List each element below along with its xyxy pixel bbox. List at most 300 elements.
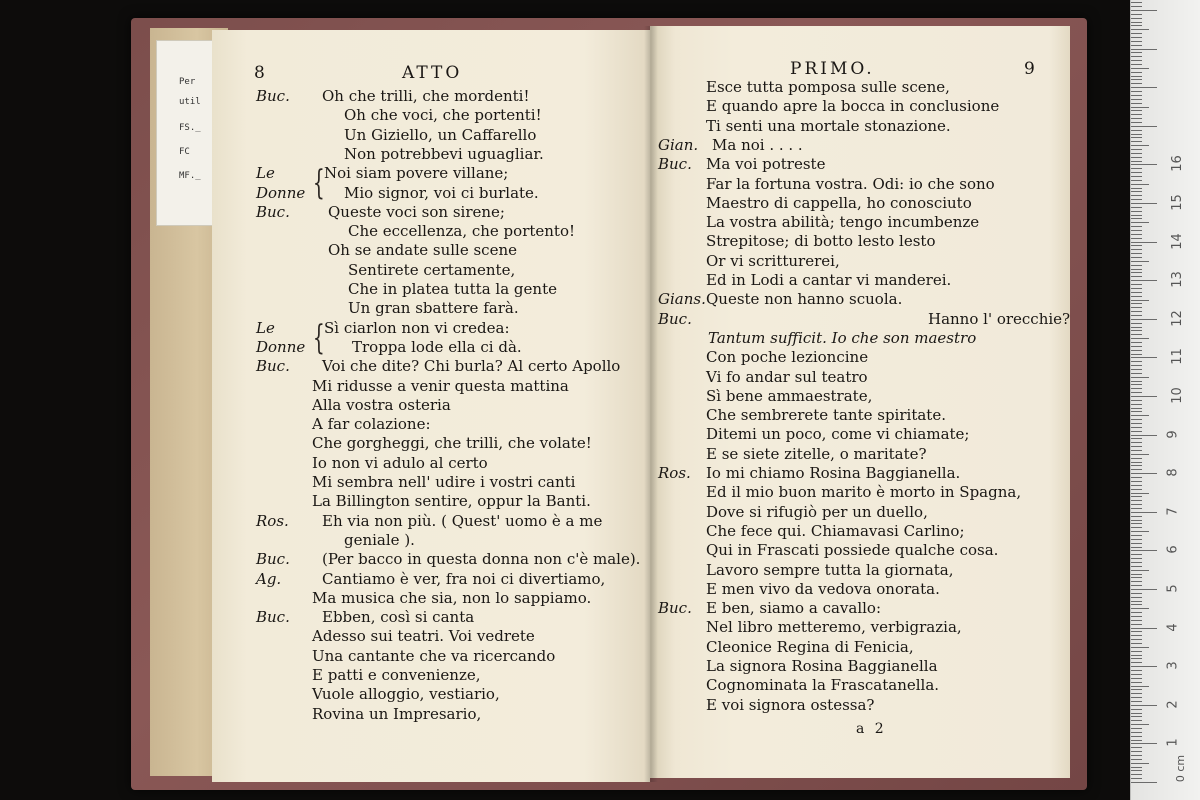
- ruler-tick: [1131, 118, 1142, 119]
- ruler-tick: [1131, 242, 1157, 243]
- ruler-tick: [1131, 365, 1142, 366]
- ruler-tick: [1131, 257, 1142, 258]
- ruler-tick: [1131, 678, 1142, 679]
- speaker-label: Buc.: [658, 155, 692, 174]
- card-line: Per: [179, 77, 196, 87]
- verse-line: La Billington sentire, oppur la Banti.: [312, 492, 591, 511]
- ruler-tick: [1131, 728, 1142, 729]
- ruler-tick: [1131, 485, 1142, 486]
- ruler-tick: [1131, 172, 1142, 173]
- verse-line: Con poche lezioncine: [706, 348, 869, 367]
- ruler-tick: [1131, 543, 1142, 544]
- verse-line: Noi siam povere villane;: [324, 164, 509, 183]
- ruler-tick: [1131, 10, 1157, 11]
- ruler-tick: [1131, 14, 1142, 15]
- verse-line: Queste voci son sirene;: [328, 202, 505, 221]
- ruler-tick: [1131, 628, 1157, 629]
- ruler-tick: [1131, 558, 1142, 559]
- ruler-tick: [1131, 666, 1157, 667]
- verse-line: Ed in Lodi a cantar vi manderei.: [706, 271, 952, 289]
- verse-line: Un Giziello, un Caffarello: [344, 125, 537, 144]
- ruler-tick: [1131, 2, 1142, 3]
- ruler-tick: [1131, 462, 1142, 463]
- verse-line: Che fece qui. Chiamavasi Carlino;: [706, 521, 965, 540]
- ruler-tick: [1131, 184, 1149, 185]
- ruler-tick: [1131, 52, 1142, 53]
- speaker-label: Gian.: [658, 135, 699, 154]
- ruler-tick: [1131, 724, 1149, 725]
- ruler-tick: [1131, 697, 1142, 698]
- ruler-tick: [1131, 554, 1142, 555]
- speaker-label: Buc.: [256, 550, 290, 569]
- ruler-tick: [1131, 215, 1142, 216]
- page-number-right: 9: [1024, 59, 1035, 79]
- verse-line: Ti senti una mortale stonazione.: [706, 116, 951, 135]
- ruler-tick: [1131, 577, 1142, 578]
- ruler-tick: [1131, 300, 1149, 301]
- ruler-tick: [1131, 442, 1142, 443]
- ruler-tick: [1131, 346, 1142, 347]
- ruler-tick: [1131, 759, 1142, 760]
- speaker-label: Buc.: [256, 87, 290, 105]
- ruler-tick: [1131, 114, 1142, 115]
- ruler-tick: [1131, 377, 1149, 378]
- speaker-label: Buc.: [256, 357, 290, 376]
- ruler-tick: [1131, 176, 1142, 177]
- ruler-tick: [1131, 658, 1142, 659]
- ruler-tick: [1131, 469, 1142, 470]
- ruler-tick: [1131, 203, 1157, 204]
- verse-line: Che sembrerete tante spiritate.: [706, 406, 946, 425]
- ruler-tick: [1131, 523, 1142, 524]
- ruler-tick: [1131, 713, 1142, 714]
- verse-line: Vuole alloggio, vestiario,: [312, 685, 500, 704]
- ruler-tick: [1131, 253, 1142, 254]
- verse-line: Troppa lode ella ci dà.: [352, 337, 522, 356]
- ruler-tick: [1131, 431, 1142, 432]
- ruler-tick: [1131, 87, 1157, 88]
- ruler-tick: [1131, 168, 1142, 169]
- ruler-tick: [1131, 693, 1142, 694]
- ruler-tick: [1131, 465, 1142, 466]
- verse-line: A far colazione:: [312, 415, 431, 434]
- ruler-tick: [1131, 604, 1142, 605]
- ruler-tick: [1131, 126, 1157, 127]
- ruler-tick: [1131, 350, 1142, 351]
- ruler-tick: [1131, 489, 1142, 490]
- verse-line: (Per bacco in questa donna non c'è male).: [322, 550, 641, 569]
- ruler-tick: [1131, 624, 1142, 625]
- ruler-tick: [1131, 323, 1142, 324]
- ruler-number: 3: [1165, 661, 1181, 670]
- speaker-label: Ros.: [658, 464, 691, 482]
- ruler-tick: [1131, 369, 1142, 370]
- ruler-tick: [1131, 60, 1142, 61]
- ruler-tick: [1131, 330, 1142, 331]
- ruler-tick: [1131, 249, 1142, 250]
- ruler-tick: [1131, 547, 1142, 548]
- verse-line: Queste non hanno scuola.: [706, 290, 903, 309]
- verse-line: geniale ).: [344, 530, 415, 549]
- ruler-tick: [1131, 608, 1149, 609]
- ruler-tick: [1131, 404, 1142, 405]
- ruler-number: 15: [1169, 194, 1185, 211]
- ruler-tick: [1131, 635, 1142, 636]
- ruler-tick: [1131, 238, 1142, 239]
- ruler-tick: [1131, 161, 1142, 162]
- verse-line: Hanno l' orecchie?: [928, 309, 1071, 328]
- ruler-tick: [1131, 303, 1142, 304]
- ruler-tick: [1131, 141, 1142, 142]
- ruler-tick: [1131, 29, 1149, 30]
- verse-line: Or vi scritturerei,: [706, 251, 840, 270]
- ruler-tick: [1131, 211, 1142, 212]
- verse-line: Qui in Frascati possiede qualche cosa.: [706, 541, 999, 560]
- left-page: [212, 30, 650, 782]
- verse-line: Non potrebbevi uguagliar.: [344, 144, 544, 163]
- ruler-number: 13: [1169, 271, 1185, 288]
- ruler-tick: [1131, 574, 1142, 575]
- ruler-tick: [1131, 292, 1142, 293]
- ruler-tick: [1131, 272, 1142, 273]
- ruler-tick: [1131, 670, 1142, 671]
- verse-line: Che gorgheggi, che trilli, che volate!: [312, 434, 592, 453]
- ruler-tick: [1131, 473, 1157, 474]
- verse-line: Adesso sui teatri. Voi vedrete: [312, 627, 535, 646]
- page-number-left: 8: [254, 63, 265, 83]
- ruler-tick: [1131, 342, 1142, 343]
- ruler-tick: [1131, 763, 1149, 764]
- speaker-label: Buc.: [658, 599, 692, 618]
- ruler-number: 10: [1169, 387, 1185, 404]
- verse-line: Dove si rifugiò per un duello,: [706, 502, 928, 521]
- ruler-tick: [1131, 199, 1142, 200]
- ruler-tick: [1131, 778, 1142, 779]
- ruler-tick: [1131, 516, 1142, 517]
- ruler-tick: [1131, 68, 1149, 69]
- ruler-number: 8: [1165, 468, 1181, 477]
- speaker-brace: {: [312, 318, 325, 358]
- ruler-tick: [1131, 76, 1142, 77]
- signature-mark: a 2: [856, 721, 887, 737]
- ruler-tick: [1131, 419, 1142, 420]
- ruler-tick: [1131, 83, 1142, 84]
- ruler-number: 7: [1165, 507, 1181, 516]
- book-gutter: [644, 26, 658, 782]
- ruler-tick: [1131, 770, 1142, 771]
- ruler-tick: [1131, 701, 1142, 702]
- ruler-tick: [1131, 72, 1142, 73]
- ruler-tick: [1131, 647, 1149, 648]
- ruler-tick: [1131, 782, 1157, 783]
- ruler-tick: [1131, 581, 1142, 582]
- ruler-tick: [1131, 110, 1142, 111]
- verse-block-right: [650, 26, 1070, 778]
- ruler-tick: [1131, 508, 1142, 509]
- verse-line: Eh via non più. ( Quest' uomo è a me: [322, 511, 603, 530]
- verse-line: Nel libro metteremo, verbigrazia,: [706, 618, 962, 637]
- ruler-number: 14: [1169, 232, 1185, 250]
- ruler-tick: [1131, 207, 1142, 208]
- ruler-tick: [1131, 458, 1142, 459]
- ruler-number: 6: [1165, 545, 1181, 555]
- ruler-tick: [1131, 307, 1142, 308]
- ruler-tick: [1131, 222, 1149, 223]
- ruler-tick: [1131, 655, 1142, 656]
- ruler-tick: [1131, 315, 1142, 316]
- ruler-tick: [1131, 388, 1142, 389]
- ruler-tick: [1131, 504, 1142, 505]
- speaker-label: Donne: [256, 337, 306, 356]
- ruler-tick: [1131, 269, 1142, 270]
- ruler-tick: [1131, 157, 1142, 158]
- ruler-tick: [1131, 616, 1142, 617]
- ruler-number: 5: [1165, 584, 1181, 593]
- ruler-tick: [1131, 245, 1142, 246]
- measuring-ruler: [1130, 0, 1200, 800]
- ruler-tick: [1131, 99, 1142, 100]
- ruler-tick: [1131, 720, 1142, 721]
- speaker-brace: {: [312, 163, 325, 203]
- card-line: FS._: [179, 123, 201, 133]
- verse-line: Mio signor, voi ci burlate.: [344, 183, 539, 202]
- ruler-tick: [1131, 103, 1142, 104]
- ruler-tick: [1131, 612, 1142, 613]
- ruler-tick: [1131, 319, 1157, 320]
- ruler-tick: [1131, 145, 1149, 146]
- ruler-tick: [1131, 601, 1142, 602]
- ruler-tick: [1131, 736, 1142, 737]
- ruler-tick: [1131, 496, 1142, 497]
- ruler-tick: [1131, 91, 1142, 92]
- verse-line: E voi signora ostessa?: [706, 695, 875, 714]
- ruler-tick: [1131, 234, 1142, 235]
- ruler-tick: [1131, 427, 1142, 428]
- ruler-tick: [1131, 373, 1142, 374]
- ruler-tick: [1131, 631, 1142, 632]
- verse-line: Oh che voci, che portenti!: [344, 106, 542, 125]
- right-page: [650, 26, 1070, 778]
- ruler-tick: [1131, 450, 1142, 451]
- ruler-tick: [1131, 686, 1149, 687]
- ruler-tick: [1131, 593, 1142, 594]
- speaker-label: Buc.: [658, 309, 692, 328]
- ruler-tick: [1131, 153, 1142, 154]
- ruler-tick: [1131, 95, 1142, 96]
- ruler-tick: [1131, 562, 1142, 563]
- ruler-tick: [1131, 716, 1142, 717]
- verse-line: E ben, siamo a cavallo:: [706, 599, 882, 618]
- verse-line: E men vivo da vedova onorata.: [706, 579, 940, 598]
- ruler-tick: [1131, 357, 1157, 358]
- ruler-tick: [1131, 674, 1142, 675]
- ruler-tick: [1131, 64, 1142, 65]
- verse-line: Ma voi potreste: [706, 155, 826, 174]
- speaker-label: Buc.: [256, 608, 290, 627]
- ruler-tick: [1131, 22, 1142, 23]
- verse-line: Mi ridusse a venir questa mattina: [312, 376, 569, 395]
- verse-line: Alla vostra osteria: [312, 395, 451, 414]
- verse-line: Sentirete certamente,: [348, 260, 516, 279]
- ruler-tick: [1131, 651, 1142, 652]
- speaker-label: Donne: [256, 183, 306, 202]
- ruler-tick: [1131, 338, 1149, 339]
- ruler-tick: [1131, 276, 1142, 277]
- verse-line: Sì ciarlon non vi credea:: [324, 318, 510, 337]
- ruler-tick: [1131, 500, 1142, 501]
- ruler-tick: [1131, 6, 1142, 7]
- ruler-tick: [1131, 566, 1142, 567]
- verse-line: Ed il mio buon marito è morto in Spagna,: [706, 483, 1022, 502]
- ruler-number: 16: [1169, 155, 1185, 173]
- ruler-tick: [1131, 361, 1142, 362]
- verse-line: Cleonice Regina di Fenicia,: [706, 637, 914, 656]
- verse-line: Che eccellenza, che portento!: [348, 222, 576, 241]
- verse-line: Che in platea tutta la gente: [348, 280, 557, 298]
- ruler-tick: [1131, 423, 1142, 424]
- ruler-tick: [1131, 41, 1142, 42]
- ruler-tick: [1131, 18, 1142, 19]
- ruler-tick: [1131, 751, 1142, 752]
- ruler-tick: [1131, 280, 1157, 281]
- ruler-tick: [1131, 25, 1142, 26]
- ruler-tick: [1131, 454, 1149, 455]
- ruler-tick: [1131, 381, 1142, 382]
- ruler-tick: [1131, 392, 1142, 393]
- ruler-tick: [1131, 354, 1142, 355]
- ruler-tick: [1131, 535, 1142, 536]
- ruler-tick: [1131, 527, 1142, 528]
- verse-line: Ditemi un poco, come vi chiamate;: [706, 425, 970, 444]
- verse-line: Tantum sufficit. Io che son maestro: [708, 328, 977, 347]
- ruler-tick: [1131, 539, 1142, 540]
- ruler-tick: [1131, 643, 1142, 644]
- verse-line: Maestro di cappella, ho conosciuto: [706, 193, 972, 212]
- ruler-tick: [1131, 767, 1142, 768]
- verse-line: Esce tutta pomposa sulle scene,: [706, 78, 950, 96]
- ruler-tick: [1131, 122, 1142, 123]
- verse-line: Sì bene ammaestrate,: [706, 386, 873, 405]
- ruler-number: 11: [1169, 348, 1185, 366]
- ruler-tick: [1131, 327, 1142, 328]
- verse-line: Strepitose; di botto lesto lesto: [706, 232, 936, 251]
- speaker-label: Ros.: [256, 511, 289, 530]
- running-header-right: PRIMO.: [790, 59, 875, 79]
- ruler-tick: [1131, 334, 1142, 335]
- ruler-tick: [1131, 107, 1149, 108]
- verse-line: Mi sembra nell' udire i vostri canti: [312, 473, 576, 491]
- ruler-tick: [1131, 740, 1142, 741]
- ruler-tick: [1131, 662, 1142, 663]
- ruler-tick: [1131, 755, 1142, 756]
- verse-line: Ma musica che sia, non lo sappiamo.: [312, 588, 592, 607]
- ruler-tick: [1131, 191, 1142, 192]
- speaker-label: Le: [256, 318, 275, 337]
- ruler-tick: [1131, 33, 1142, 34]
- verse-line: Ma noi . . . .: [712, 135, 803, 154]
- running-header-left: ATTO: [402, 63, 463, 83]
- ruler-tick: [1131, 774, 1142, 775]
- verse-line: Cantiamo è ver, fra noi ci divertiamo,: [322, 569, 606, 588]
- ruler-tick: [1131, 164, 1157, 165]
- ruler-tick: [1131, 188, 1142, 189]
- ruler-tick: [1131, 620, 1142, 621]
- ruler-tick: [1131, 284, 1142, 285]
- ruler-tick: [1131, 37, 1142, 38]
- ruler-number: 4: [1165, 622, 1181, 632]
- verse-line: E patti e convenienze,: [312, 666, 481, 684]
- ruler-tick: [1131, 705, 1157, 706]
- card-line: util: [179, 97, 201, 107]
- ruler-tick: [1131, 149, 1142, 150]
- ruler-tick: [1131, 639, 1142, 640]
- ruler-tick: [1131, 520, 1142, 521]
- ruler-tick: [1131, 226, 1142, 227]
- ruler-tick: [1131, 261, 1149, 262]
- card-line: FC: [179, 147, 190, 157]
- ruler-tick: [1131, 589, 1157, 590]
- ruler-tick: [1131, 288, 1142, 289]
- ruler-tick: [1131, 689, 1142, 690]
- ruler-tick: [1131, 512, 1157, 513]
- ruler-tick: [1131, 195, 1142, 196]
- ruler-tick: [1131, 45, 1142, 46]
- ruler-tick: [1131, 130, 1142, 131]
- ruler-tick: [1131, 438, 1142, 439]
- ruler-tick: [1131, 570, 1149, 571]
- verse-line: Una cantante che va ricercando: [312, 646, 556, 665]
- verse-line: Voi che dite? Chi burla? Al certo Apollo: [322, 357, 621, 376]
- ruler-tick: [1131, 709, 1142, 710]
- card-line: MF._: [179, 171, 201, 181]
- speaker-label: Le: [256, 164, 275, 183]
- ruler-tick: [1131, 384, 1142, 385]
- verse-line: Io mi chiamo Rosina Baggianella.: [706, 464, 961, 482]
- ruler-tick: [1131, 481, 1142, 482]
- ruler-tick: [1131, 408, 1142, 409]
- ruler-number: 1: [1165, 738, 1181, 748]
- ruler-tick: [1131, 743, 1157, 744]
- verse-line: Lavoro sempre tutta la giornata,: [706, 560, 954, 579]
- verse-line: E se siete zitelle, o maritate?: [706, 444, 927, 463]
- ruler-tick: [1131, 531, 1149, 532]
- verse-line: Io non vi adulo al certo: [312, 453, 488, 472]
- verse-line: Far la fortuna vostra. Odi: io che sono: [706, 174, 995, 193]
- ruler-unit: 0 cm: [1174, 754, 1188, 783]
- ruler-tick: [1131, 411, 1142, 412]
- ruler-number: 9: [1165, 429, 1181, 439]
- ruler-tick: [1131, 415, 1149, 416]
- ruler-tick: [1131, 435, 1157, 436]
- catalog-card: [156, 40, 218, 226]
- ruler-tick: [1131, 49, 1157, 50]
- verse-line: Vi fo andar sul teatro: [706, 367, 868, 386]
- verse-line: Un gran sbattere farà.: [348, 299, 519, 318]
- ruler-tick: [1131, 218, 1142, 219]
- ruler-tick: [1131, 311, 1142, 312]
- speaker-label: Gians.: [658, 290, 706, 309]
- verse-block-left: [212, 30, 650, 782]
- ruler-tick: [1131, 477, 1142, 478]
- ruler-tick: [1131, 597, 1142, 598]
- ruler-tick: [1131, 79, 1142, 80]
- verse-line: Cognominata la Frascatanella.: [706, 676, 940, 695]
- ruler-tick: [1131, 446, 1142, 447]
- ruler-tick: [1131, 493, 1149, 494]
- verse-line: La signora Rosina Baggianella: [706, 657, 938, 675]
- verse-line: Oh se andate sulle scene: [328, 241, 518, 260]
- ruler-tick: [1131, 585, 1142, 586]
